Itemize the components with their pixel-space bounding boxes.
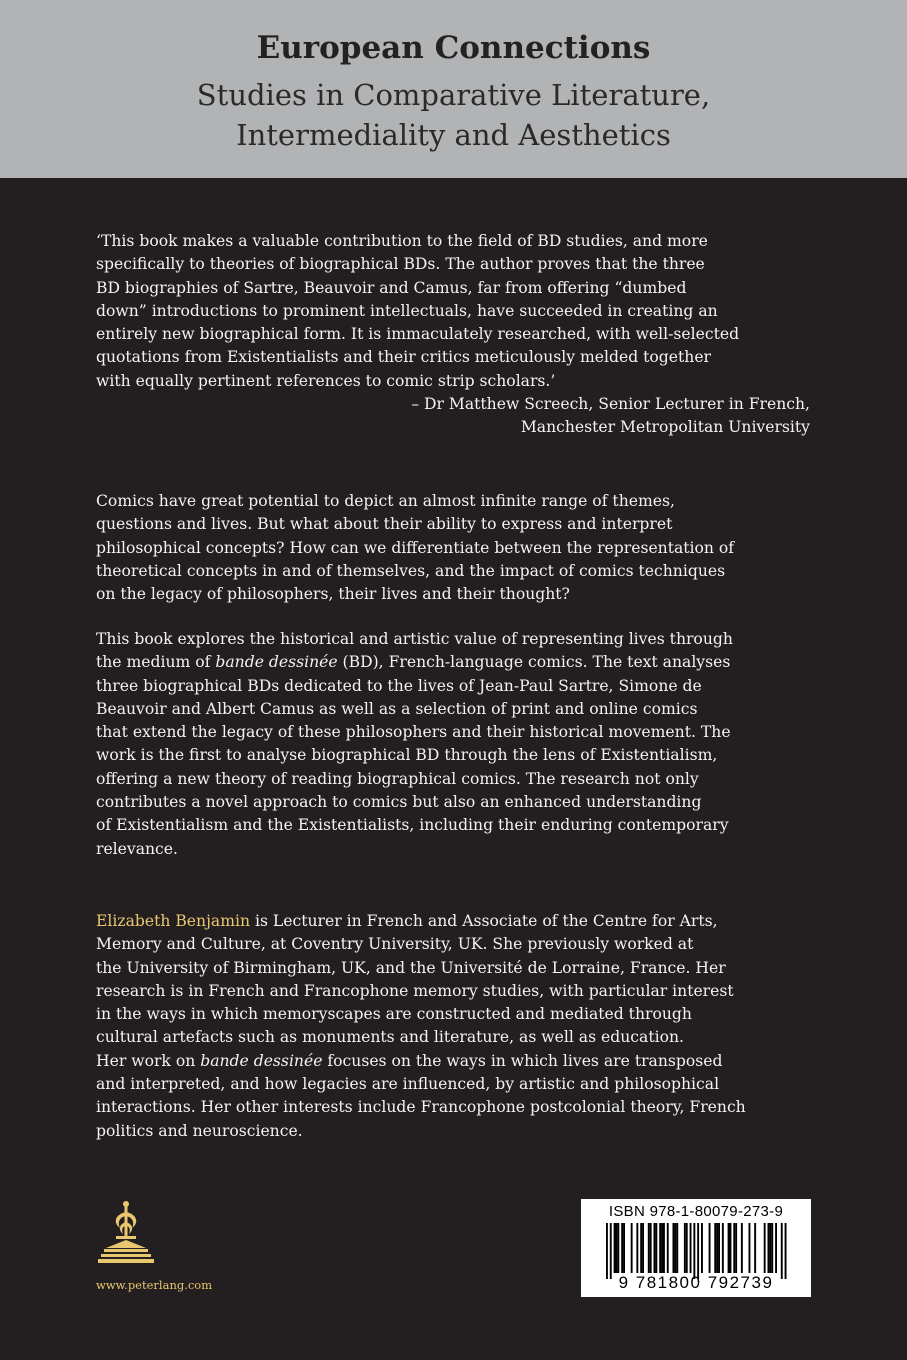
- blurb-line: three biographical BDs dedicated to the lives of Jean-Paul Sartre, Simone de: [96, 676, 702, 695]
- barcode-bar: [764, 1223, 766, 1273]
- isbn-digits: 9 781800 792739: [618, 1273, 774, 1292]
- barcode-bar: [716, 1223, 718, 1273]
- blurb-line: Beauvoir and Albert Camus as well as a selection of print and online comics: [96, 699, 698, 718]
- barcode-bar: [667, 1223, 669, 1273]
- publisher-logo-icon: [98, 1198, 154, 1268]
- barcode-bar: [701, 1223, 703, 1273]
- bio-line: Memory and Culture, at Coventry University, UK. She previously worked at: [96, 935, 694, 954]
- bio-line-prefix: Her work on: [96, 1051, 201, 1070]
- blurb-line: relevance.: [96, 839, 178, 858]
- barcode-bar: [741, 1223, 743, 1273]
- blurb-line: theoretical concepts in and of themselves, and the impact of comics techniques: [96, 561, 726, 580]
- barcode-bar: [616, 1223, 618, 1273]
- barcode-bar: [722, 1223, 724, 1273]
- blurb-line: Comics have great potential to depict an almost infinite range of themes,: [96, 492, 675, 510]
- barcode-bar: [623, 1223, 625, 1273]
- quote-line: BD biographies of Sartre, Beauvoir and Camus, far from offering “dumbed: [96, 278, 687, 297]
- series-subtitle-line-1: Studies in Comparative Literature,: [196, 78, 711, 112]
- blurb-paragraph-1: [96, 490, 810, 606]
- blurb-paragraph-2: [96, 628, 810, 861]
- blurb-line: of Existentialism and the Existentialists, including their enduring contemporary: [96, 816, 729, 835]
- barcode-bar: [617, 1223, 619, 1273]
- barcode-bar: [676, 1223, 678, 1273]
- barcode-bar: [785, 1223, 787, 1279]
- quote-line: ‘This book makes a valuable contribution to the field of BD studies, and more: [96, 232, 708, 250]
- bio-line: and interpreted, and how legacies are influenced, by artistic and philosophical: [96, 1075, 720, 1094]
- italic-term: bande dessinée: [200, 1051, 323, 1070]
- bio-line-suffix: focuses on the ways in which lives are transposed: [322, 1051, 723, 1070]
- barcode-bar: [650, 1223, 652, 1273]
- author-bio: [96, 910, 810, 1143]
- barcode-bar: [636, 1223, 638, 1273]
- blurb-line-prefix: the medium of: [96, 653, 216, 672]
- series-title: European Connections: [256, 30, 651, 66]
- barcode-bar: [673, 1223, 675, 1273]
- isbn-barcode-panel: [581, 1199, 811, 1297]
- blurb-line: questions and lives. But what about their ability to express and interpret: [96, 515, 673, 534]
- bio-line: politics and neuroscience.: [96, 1121, 303, 1140]
- barcode-bar: [718, 1223, 720, 1273]
- barcode-bar: [663, 1223, 665, 1273]
- blurb-line: philosophical concepts? How can we differentiate between the representation of: [96, 538, 735, 557]
- barcode-bar: [684, 1223, 686, 1273]
- barcode-bar: [754, 1223, 756, 1273]
- quote-line: entirely new biographical form. It is immaculately researched, with well-selected: [96, 325, 740, 344]
- barcode-bar: [769, 1223, 771, 1273]
- barcode-bar: [631, 1223, 633, 1273]
- blurb-line: contributes a novel approach to comics but also an enhanced understanding: [96, 793, 702, 812]
- barcode-bar: [733, 1223, 735, 1273]
- barcode-bar: [771, 1223, 773, 1273]
- barcode-bar: [735, 1223, 737, 1273]
- barcode-bar: [709, 1223, 711, 1273]
- bio-line-rest: is Lecturer in French and Associate of the Centre for Arts,: [250, 912, 718, 930]
- attribution-line-2: Manchester Metropolitan University: [520, 418, 810, 437]
- isbn-label: ISBN 978-1-80079-273-9: [608, 1203, 784, 1220]
- series-header-band: [0, 0, 907, 178]
- barcode-bar: [714, 1223, 716, 1273]
- blurb-line: work is the first to analyse biographical BD through the lens of Existentialism,: [96, 746, 718, 765]
- barcode-bar: [640, 1223, 642, 1273]
- attribution-line-1: – Dr Matthew Screech, Senior Lecturer in French,: [411, 395, 810, 413]
- blurb-line: This book explores the historical and artistic value of representing lives through: [96, 630, 733, 648]
- barcode-bar: [654, 1223, 656, 1273]
- barcode-bar: [686, 1223, 688, 1273]
- barcode-bar: [659, 1223, 661, 1273]
- blurb-line: offering a new theory of reading biographical comics. The research not only: [96, 769, 699, 788]
- italic-term: bande dessinée: [215, 653, 338, 672]
- barcode-bar: [781, 1223, 783, 1279]
- barcode-bar: [610, 1223, 612, 1279]
- barcode-bar: [642, 1223, 644, 1273]
- barcode-bar: [768, 1223, 770, 1273]
- blurb-line: on the legacy of philosophers, their lives and their thought?: [96, 585, 570, 604]
- barcode-bar: [606, 1223, 608, 1279]
- barcode-bar: [690, 1223, 692, 1273]
- blurb-line-suffix: (BD), French-language comics. The text analyses: [337, 653, 731, 672]
- barcode-bar: [648, 1223, 650, 1273]
- quote-line: quotations from Existentialists and their critics meticulously melded together: [96, 348, 712, 367]
- quote-attribution: [210, 393, 810, 440]
- endorsement-quote: [96, 230, 810, 393]
- barcode-bar: [655, 1223, 657, 1273]
- barcode-bar: [614, 1223, 616, 1273]
- bio-line: interactions. Her other interests include Francophone postcolonial theory, French: [96, 1098, 746, 1117]
- bio-line-with-italic: [96, 1050, 810, 1073]
- barcode-bar: [749, 1223, 751, 1273]
- barcode-bar: [697, 1223, 699, 1279]
- barcode-bar: [674, 1223, 676, 1273]
- barcode-bar: [728, 1223, 730, 1273]
- author-name: Elizabeth Benjamin: [96, 912, 251, 930]
- quote-line: specifically to theories of biographical BDs. The author proves that the three: [96, 255, 705, 274]
- publisher-url: www.peterlang.com: [96, 1278, 213, 1292]
- quote-line: with equally pertinent references to comic strip scholars.’: [96, 371, 556, 390]
- blurb-line: that extend the legacy of these philosophers and their historical movement. The: [96, 723, 731, 742]
- barcode-bar: [775, 1223, 777, 1273]
- barcode-bar: [661, 1223, 663, 1273]
- blurb-line-with-italic: [96, 651, 810, 674]
- bio-line: in the ways in which memoryscapes are constructed and mediated through: [96, 1005, 692, 1024]
- barcode-bar: [693, 1223, 695, 1279]
- series-subtitle-line-2: Intermediality and Aesthetics: [236, 118, 671, 152]
- barcode-bar: [621, 1223, 623, 1273]
- barcode-bar: [730, 1223, 732, 1273]
- bio-line-with-name: [96, 910, 810, 933]
- quote-line: down” introductions to prominent intellectuals, have succeeded in creating an: [96, 301, 718, 320]
- bio-line: cultural artefacts such as monuments and literature, as well as education.: [96, 1028, 684, 1047]
- bio-line: the University of Birmingham, UK, and the Université de Lorraine, France. Her: [96, 958, 726, 977]
- bio-line: research is in French and Francophone memory studies, with particular interest: [96, 981, 734, 1000]
